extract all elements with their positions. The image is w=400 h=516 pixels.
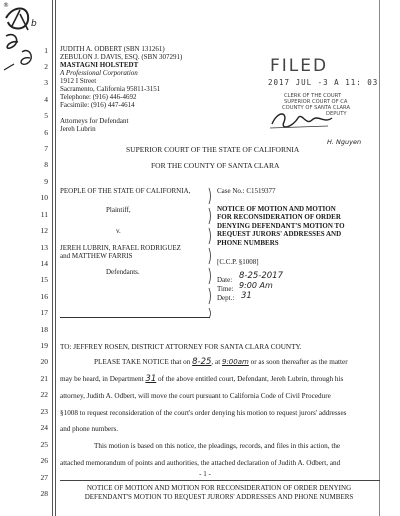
line-number: 14 [40, 259, 48, 268]
line-number: 1 [44, 46, 48, 55]
line-number: 9 [44, 177, 48, 186]
firm-name: MASTAGNI HOLSTEDT [60, 61, 139, 69]
left-margin-rule [52, 0, 53, 516]
filed-stamp-date: 2017 JUL -3 A 11: 03 [268, 78, 379, 87]
notice-line-27: This motion is based on this notice, the pleadings, records, and files in this action, the [94, 442, 341, 450]
deputy-label: DEPUTY [326, 111, 347, 117]
line-number: 8 [44, 160, 48, 169]
line-number: 26 [40, 456, 48, 465]
line-number: 3 [44, 78, 48, 87]
left-margin-rule-inner [55, 0, 56, 516]
line-number: 12 [40, 226, 48, 235]
footer-title-line-1: NOTICE OF MOTION AND MOTION FOR RECONSIDERATION OF ORDER DENYING [86, 484, 352, 492]
handwritten-margin-note [0, 0, 40, 80]
line-number: 16 [40, 292, 48, 301]
line-number: 18 [40, 325, 48, 334]
deputy-name: H. Nguyen [327, 138, 362, 146]
court-name-line-1: SUPERIOR COURT OF THE STATE OF CALIFORNIA [126, 145, 300, 154]
notice-department: 31 [145, 374, 157, 384]
document-title-line: NOTICE OF MOTION AND MOTION [217, 205, 336, 213]
line-number: 2 [44, 62, 48, 71]
line-number: 24 [40, 423, 48, 432]
attorney-client: Jereh Lubrin [60, 125, 96, 133]
document-title-line: PHONE NUMBERS [217, 238, 279, 247]
notice-line-24: attorney, Judith A. Odbert, will move the court pursuant to California Code of Civil Procedure [60, 392, 331, 400]
line-number: 10 [40, 193, 48, 202]
notice-line-25: §1008 to request reconsideration of the court's order denying his motion to request jurors' addresses [60, 409, 347, 417]
clerk-line-2: SUPERIOR COURT OF CA [284, 99, 348, 105]
notice-text-a: PLEASE TAKE NOTICE that on [94, 358, 191, 366]
firm-type: A Professional Corporation [60, 69, 138, 77]
firm-phone: Telephone: (916) 446-4692 [60, 93, 137, 101]
hearing-dept-value: 31 [241, 291, 252, 301]
right-margin-rule [379, 0, 380, 516]
line-number: 7 [44, 144, 48, 153]
margin-b-mark: b [31, 19, 37, 29]
notice-hearing-date: 8-25 [192, 357, 212, 367]
defendant-role: Defendants. [106, 268, 140, 276]
plaintiff-name: PEOPLE OF THE STATE OF CALIFORNIA, [60, 187, 191, 195]
plaintiff-role: Plaintiff, [106, 206, 131, 214]
notice-line-23-b: of the above entitled court, Defendant, Jereh Lubrin, through his [158, 375, 344, 383]
firm-street: 1912 I Street [60, 77, 97, 85]
line-number: 13 [40, 243, 48, 252]
line-number: 19 [40, 341, 48, 350]
hearing-time-value: 9:00 Am [239, 281, 273, 290]
hearing-date-label: Date: [217, 276, 233, 284]
filed-stamp-title: FILED [270, 56, 329, 76]
statute-reference: [C.C.P. §1008] [217, 258, 259, 266]
case-number: Case No.: C1519377 [217, 187, 276, 195]
court-name-line-2: FOR THE COUNTY OF SANTA CLARA [151, 161, 280, 170]
line-number: 23 [40, 407, 48, 416]
notice-hearing-time: 9:00am [222, 358, 249, 366]
line-number: 21 [40, 374, 48, 383]
attorney-name-1: JUDITH A. ODBERT (SBN 131261) [60, 45, 165, 53]
attorney-role: Attorneys for Defendant [60, 117, 129, 125]
footer-title-line-2: DEFENDANT'S MOTION TO REQUEST JURORS' ADDRESSES AND PHONE NUMBERS [84, 493, 354, 501]
firm-fax: Facsimile: (916) 447-4614 [60, 101, 135, 109]
line-number: 20 [40, 357, 48, 366]
hearing-date-value: 8-25-2017 [239, 271, 283, 281]
document-title-line: REQUEST JURORS' ADDRESSES AND [217, 230, 342, 239]
line-number: 22 [40, 390, 48, 399]
line-number: 11 [40, 210, 48, 219]
caption-bracket [208, 186, 214, 320]
notice-text-b: , at [211, 358, 221, 366]
line-number: 5 [44, 111, 48, 120]
footer-rule [60, 480, 380, 481]
firm-city: Sacramento, California 95811-3151 [60, 85, 161, 93]
notice-line-23 [60, 375, 343, 384]
line-number: 4 [44, 95, 48, 104]
defendants-line-1: JEREH LUBRIN, RAFAEL RODRIGUEZ [60, 244, 181, 252]
notice-line-23-a: may be heard, in Department [60, 375, 144, 383]
clerk-line-3: COUNTY OF SANTA CLARA [282, 105, 350, 111]
line-number: 27 [40, 473, 48, 482]
document-title-line: FOR RECONSIDERATION OF ORDER [217, 213, 341, 222]
hearing-time-label: Time: [217, 285, 234, 293]
line-number: 17 [40, 308, 48, 317]
notice-line-22 [94, 358, 348, 367]
line-number: 25 [40, 440, 48, 449]
notice-line-28: attached memorandum of points and authorities, the attached declaration of Judith A. Odbert, and [60, 459, 341, 467]
notice-line-26: and phone numbers. [60, 425, 119, 433]
versus-text: v. [116, 227, 121, 235]
margin-corner-mark: ® [3, 2, 9, 9]
caption-bottom-rule [60, 317, 210, 318]
to-line: TO: JEFFREY ROSEN, DISTRICT ATTORNEY FOR SANTA CLARA COUNTY. [60, 343, 302, 351]
line-number: 6 [44, 128, 48, 137]
line-number: 28 [40, 489, 48, 498]
attorney-name-2: ZEBULON J. DAVIS, ESQ. (SBN 307291) [60, 53, 183, 61]
defendants-line-2: and MATTHEW FARRIS [60, 252, 133, 260]
page-number: - 1 - [199, 470, 211, 478]
hearing-dept-label: Dept.: [217, 294, 235, 302]
clerk-line-1: CLERK OF THE COURT [284, 93, 342, 99]
notice-text-c: or as soon thereafter as the matter [250, 358, 348, 366]
line-number: 15 [40, 275, 48, 284]
document-title-line: DENYING DEFENDANT'S MOTION TO [217, 221, 345, 230]
